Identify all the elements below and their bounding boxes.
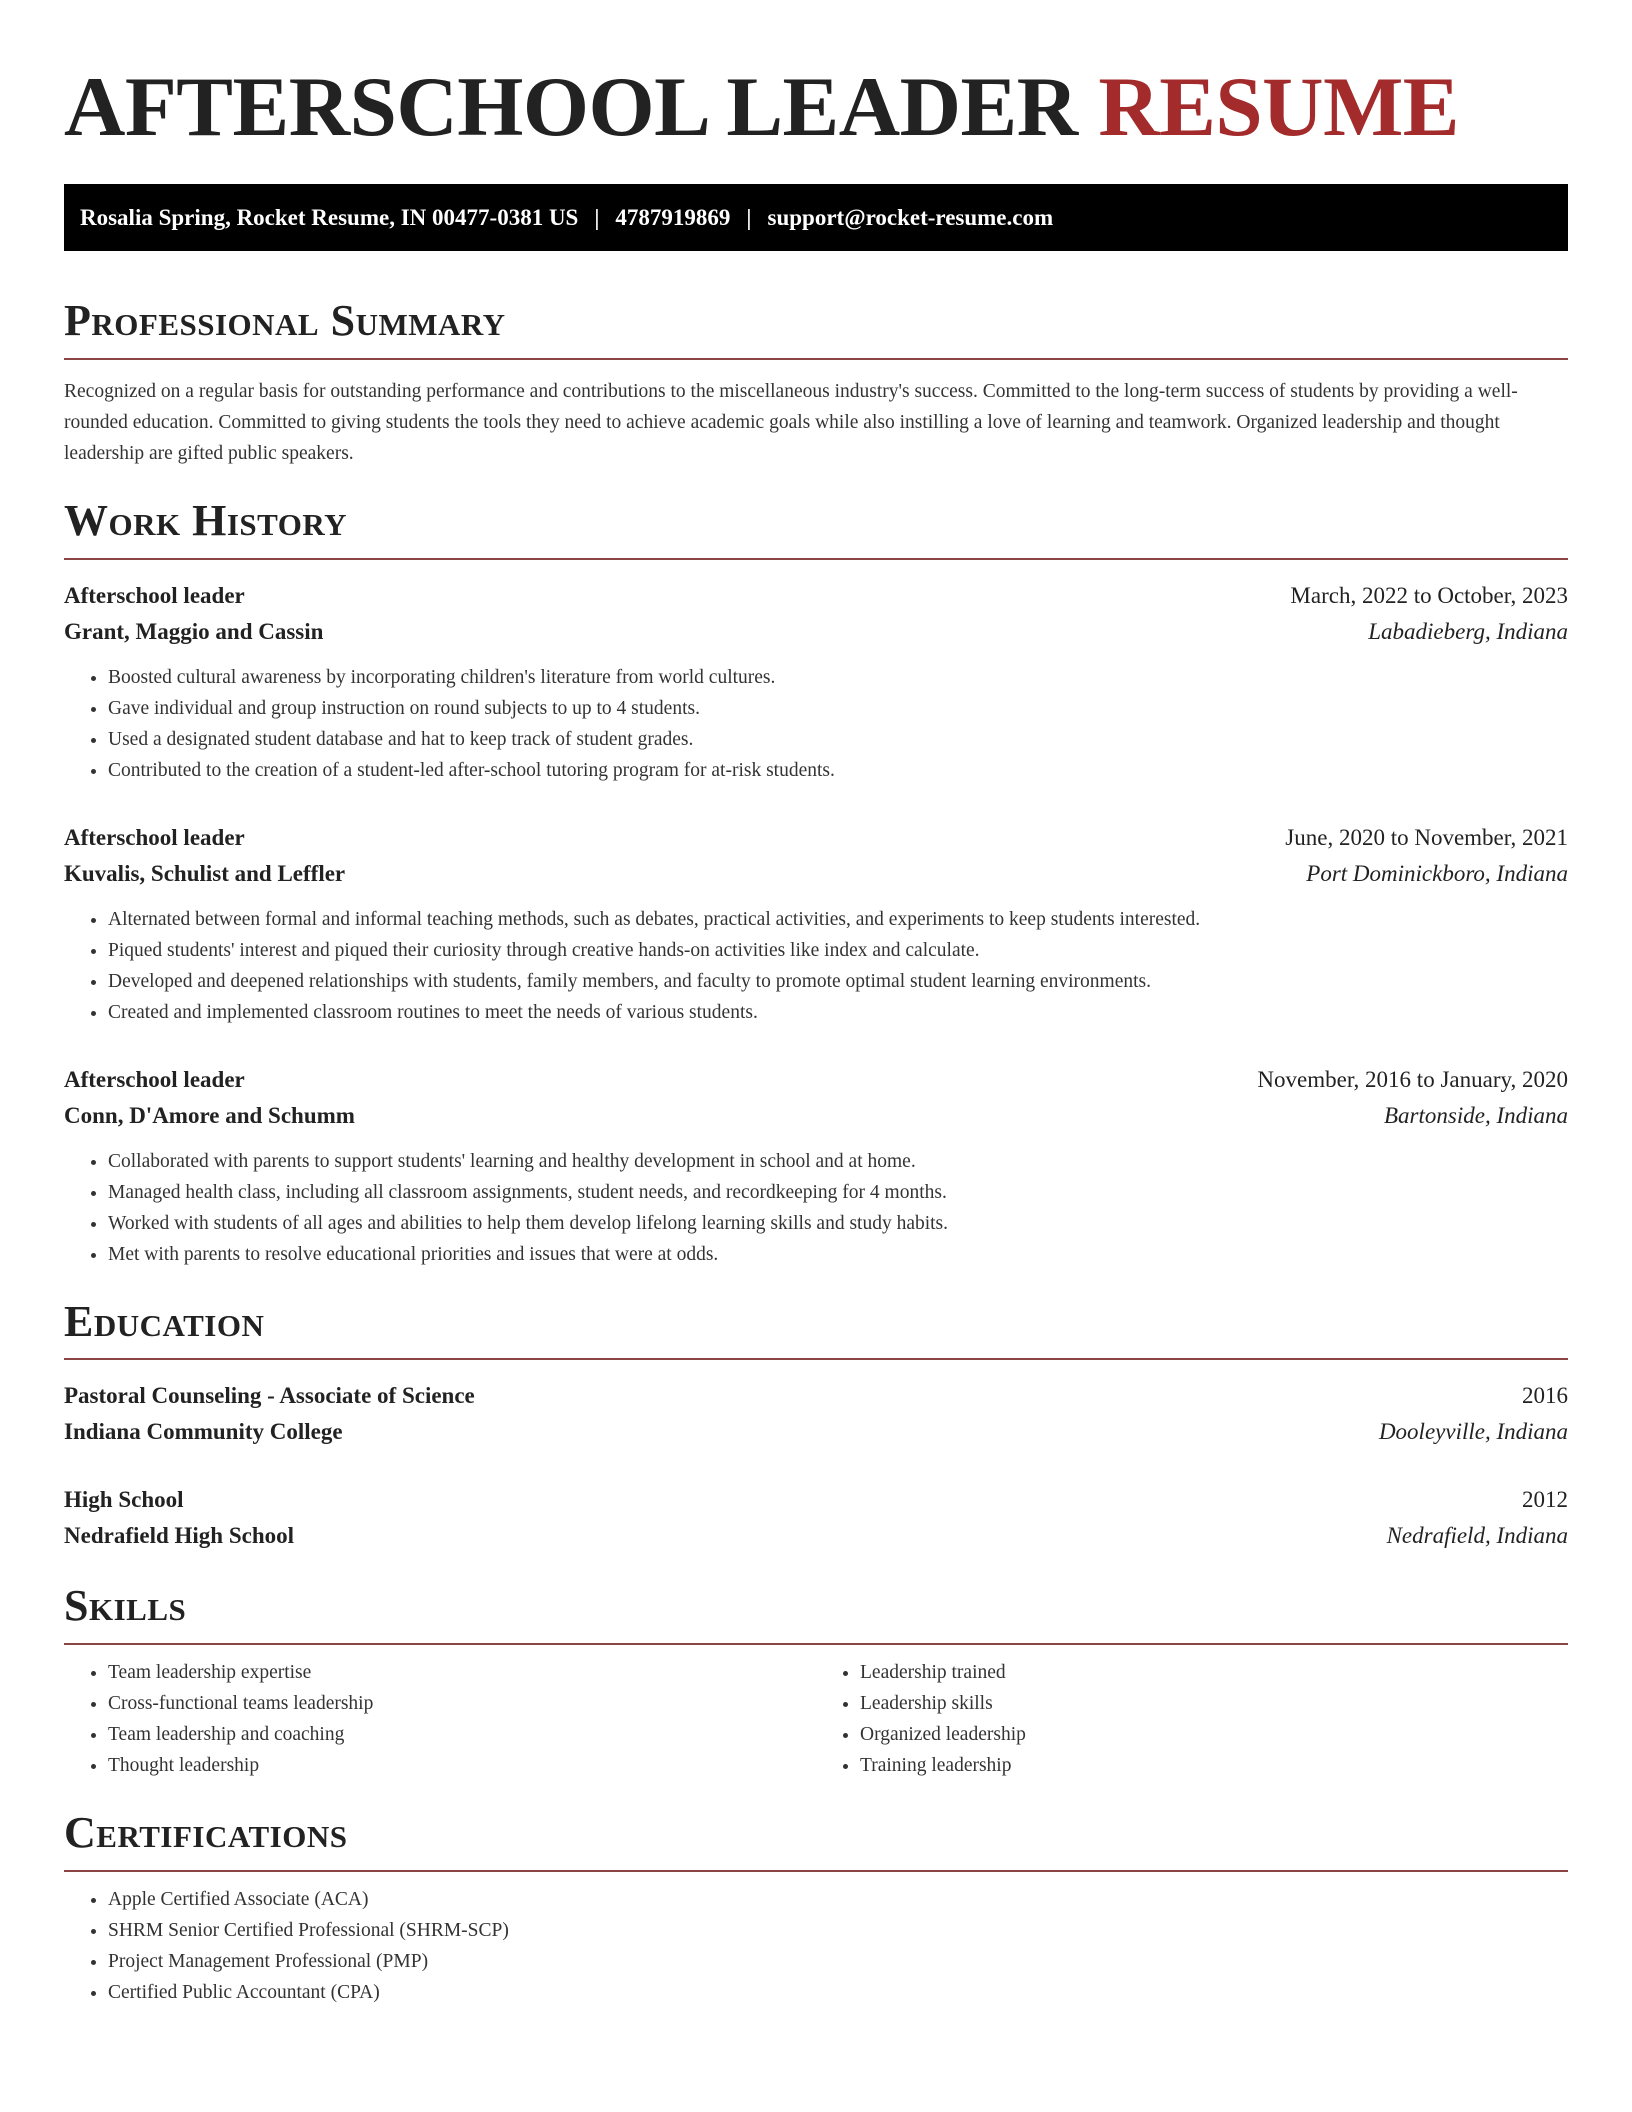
job-title: Afterschool leader <box>64 1066 245 1092</box>
contact-address: Rosalia Spring, Rocket Resume, IN 00477-0381 US <box>80 204 579 230</box>
job-bullets <box>64 1146 1568 1270</box>
skill-item: • Organized leadership <box>860 1719 1568 1750</box>
job-dates: June, 2020 to November, 2021 <box>1285 824 1568 850</box>
education-degree: High School <box>64 1487 184 1513</box>
skill-item: • Team leadership expertise <box>108 1657 816 1688</box>
job-bullet: • Boosted cultural awareness by incorporating children's literature from world cultures. <box>108 662 1568 693</box>
contact-separator: | <box>594 204 600 230</box>
job-bullet: • Met with parents to resolve educational priorities and issues that were at odds. <box>108 1239 1568 1270</box>
education-section <box>64 1296 1568 1555</box>
job-location: Bartonside, Indiana <box>1384 1102 1568 1128</box>
job-bullet: • Gave individual and group instruction on round subjects to up to 4 students. <box>108 693 1568 724</box>
job-location: Labadieberg, Indiana <box>1368 618 1568 644</box>
skills-list-right <box>816 1657 1568 1781</box>
education-school: Indiana Community College <box>64 1419 343 1445</box>
skills-columns <box>64 1657 1568 1781</box>
job-dates: November, 2016 to January, 2020 <box>1257 1066 1568 1092</box>
job-bullet: • Piqued students' interest and piqued their curiosity through creative hands-on activities like index and calculate. <box>108 935 1568 966</box>
title-accent: RESUME <box>1098 60 1459 154</box>
certification-item: • Project Management Professional (PMP) <box>108 1946 1568 1977</box>
skill-item: • Leadership skills <box>860 1688 1568 1719</box>
skill-item: • Cross-functional teams leadership <box>108 1688 816 1719</box>
job-bullet: • Used a designated student database and hat to keep track of student grades. <box>108 724 1568 755</box>
skills-heading: Skills <box>64 1580 1568 1645</box>
job-title: Afterschool leader <box>64 582 245 608</box>
education-location: Dooleyville, Indiana <box>1378 1419 1568 1445</box>
job-location: Port Dominickboro, Indiana <box>1306 860 1568 886</box>
work-history-heading: Work History <box>64 495 1568 560</box>
education-year: 2012 <box>1522 1487 1568 1513</box>
certifications-list <box>64 1884 1568 2008</box>
summary-heading: Professional Summary <box>64 295 1568 360</box>
job-bullet: • Contributed to the creation of a student-led after-school tutoring program for at-risk students. <box>108 755 1568 786</box>
summary-text: Recognized on a regular basis for outstanding performance and contributions to the miscellaneous industry's success. Committed to the long-term success of students by providing a well-rounded education. Committed to giving students the tools they need to achieve academic goals while also instilling a love of learning and teamwork. Organized leadership and thought leadership are gifted public speakers. <box>64 380 1518 464</box>
contact-separator: | <box>746 204 752 230</box>
education-heading: Education <box>64 1296 1568 1361</box>
job-bullets <box>64 904 1568 1028</box>
certification-item: • Apple Certified Associate (ACA) <box>108 1884 1568 1915</box>
education-school: Nedrafield High School <box>64 1523 295 1549</box>
job-dates: March, 2022 to October, 2023 <box>1290 582 1568 608</box>
certification-item: • SHRM Senior Certified Professional (SHRM-SCP) <box>108 1915 1568 1946</box>
certifications-heading: Certifications <box>64 1807 1568 1872</box>
skills-list-left <box>64 1657 816 1781</box>
job-company: Kuvalis, Schulist and Leffler <box>64 860 346 886</box>
skills-section <box>64 1580 1568 1781</box>
job-bullets <box>64 662 1568 786</box>
certifications-section <box>64 1807 1568 2008</box>
education-year: 2016 <box>1522 1383 1568 1409</box>
job-entry <box>64 820 1568 1028</box>
education-degree: Pastoral Counseling - Associate of Science <box>64 1383 475 1409</box>
job-bullet: • Managed health class, including all classroom assignments, student needs, and recordkeeping for 4 months. <box>108 1177 1568 1208</box>
certification-item: • Certified Public Accountant (CPA) <box>108 1977 1568 2008</box>
skill-item: • Thought leadership <box>108 1750 816 1781</box>
job-entry <box>64 1062 1568 1270</box>
resume-title <box>64 56 1568 158</box>
job-title: Afterschool leader <box>64 824 245 850</box>
contact-bar <box>64 184 1568 251</box>
summary-section <box>64 295 1568 469</box>
work-history-section <box>64 495 1568 1270</box>
title-main: AFTERSCHOOL LEADER <box>64 60 1078 154</box>
job-bullet: • Alternated between formal and informal teaching methods, such as debates, practical activities, and experiments to keep students interested. <box>108 904 1568 935</box>
skill-item: • Training leadership <box>860 1750 1568 1781</box>
job-bullet: • Created and implemented classroom routines to meet the needs of various students. <box>108 997 1568 1028</box>
job-entry <box>64 578 1568 786</box>
skill-item: • Team leadership and coaching <box>108 1719 816 1750</box>
education-entry <box>64 1378 1568 1450</box>
contact-phone: 4787919869 <box>615 204 731 230</box>
education-location: Nedrafield, Indiana <box>1386 1523 1568 1549</box>
skill-item: • Leadership trained <box>860 1657 1568 1688</box>
job-bullet: • Worked with students of all ages and abilities to help them develop lifelong learning skills and study habits. <box>108 1208 1568 1239</box>
job-company: Conn, D'Amore and Schumm <box>64 1102 355 1128</box>
job-bullet: • Developed and deepened relationships with students, family members, and faculty to promote optimal student learning environments. <box>108 966 1568 997</box>
contact-email: support@rocket-resume.com <box>767 204 1054 230</box>
job-company: Grant, Maggio and Cassin <box>64 618 324 644</box>
job-bullet: • Collaborated with parents to support students' learning and healthy development in school and at home. <box>108 1146 1568 1177</box>
education-entry <box>64 1482 1568 1554</box>
